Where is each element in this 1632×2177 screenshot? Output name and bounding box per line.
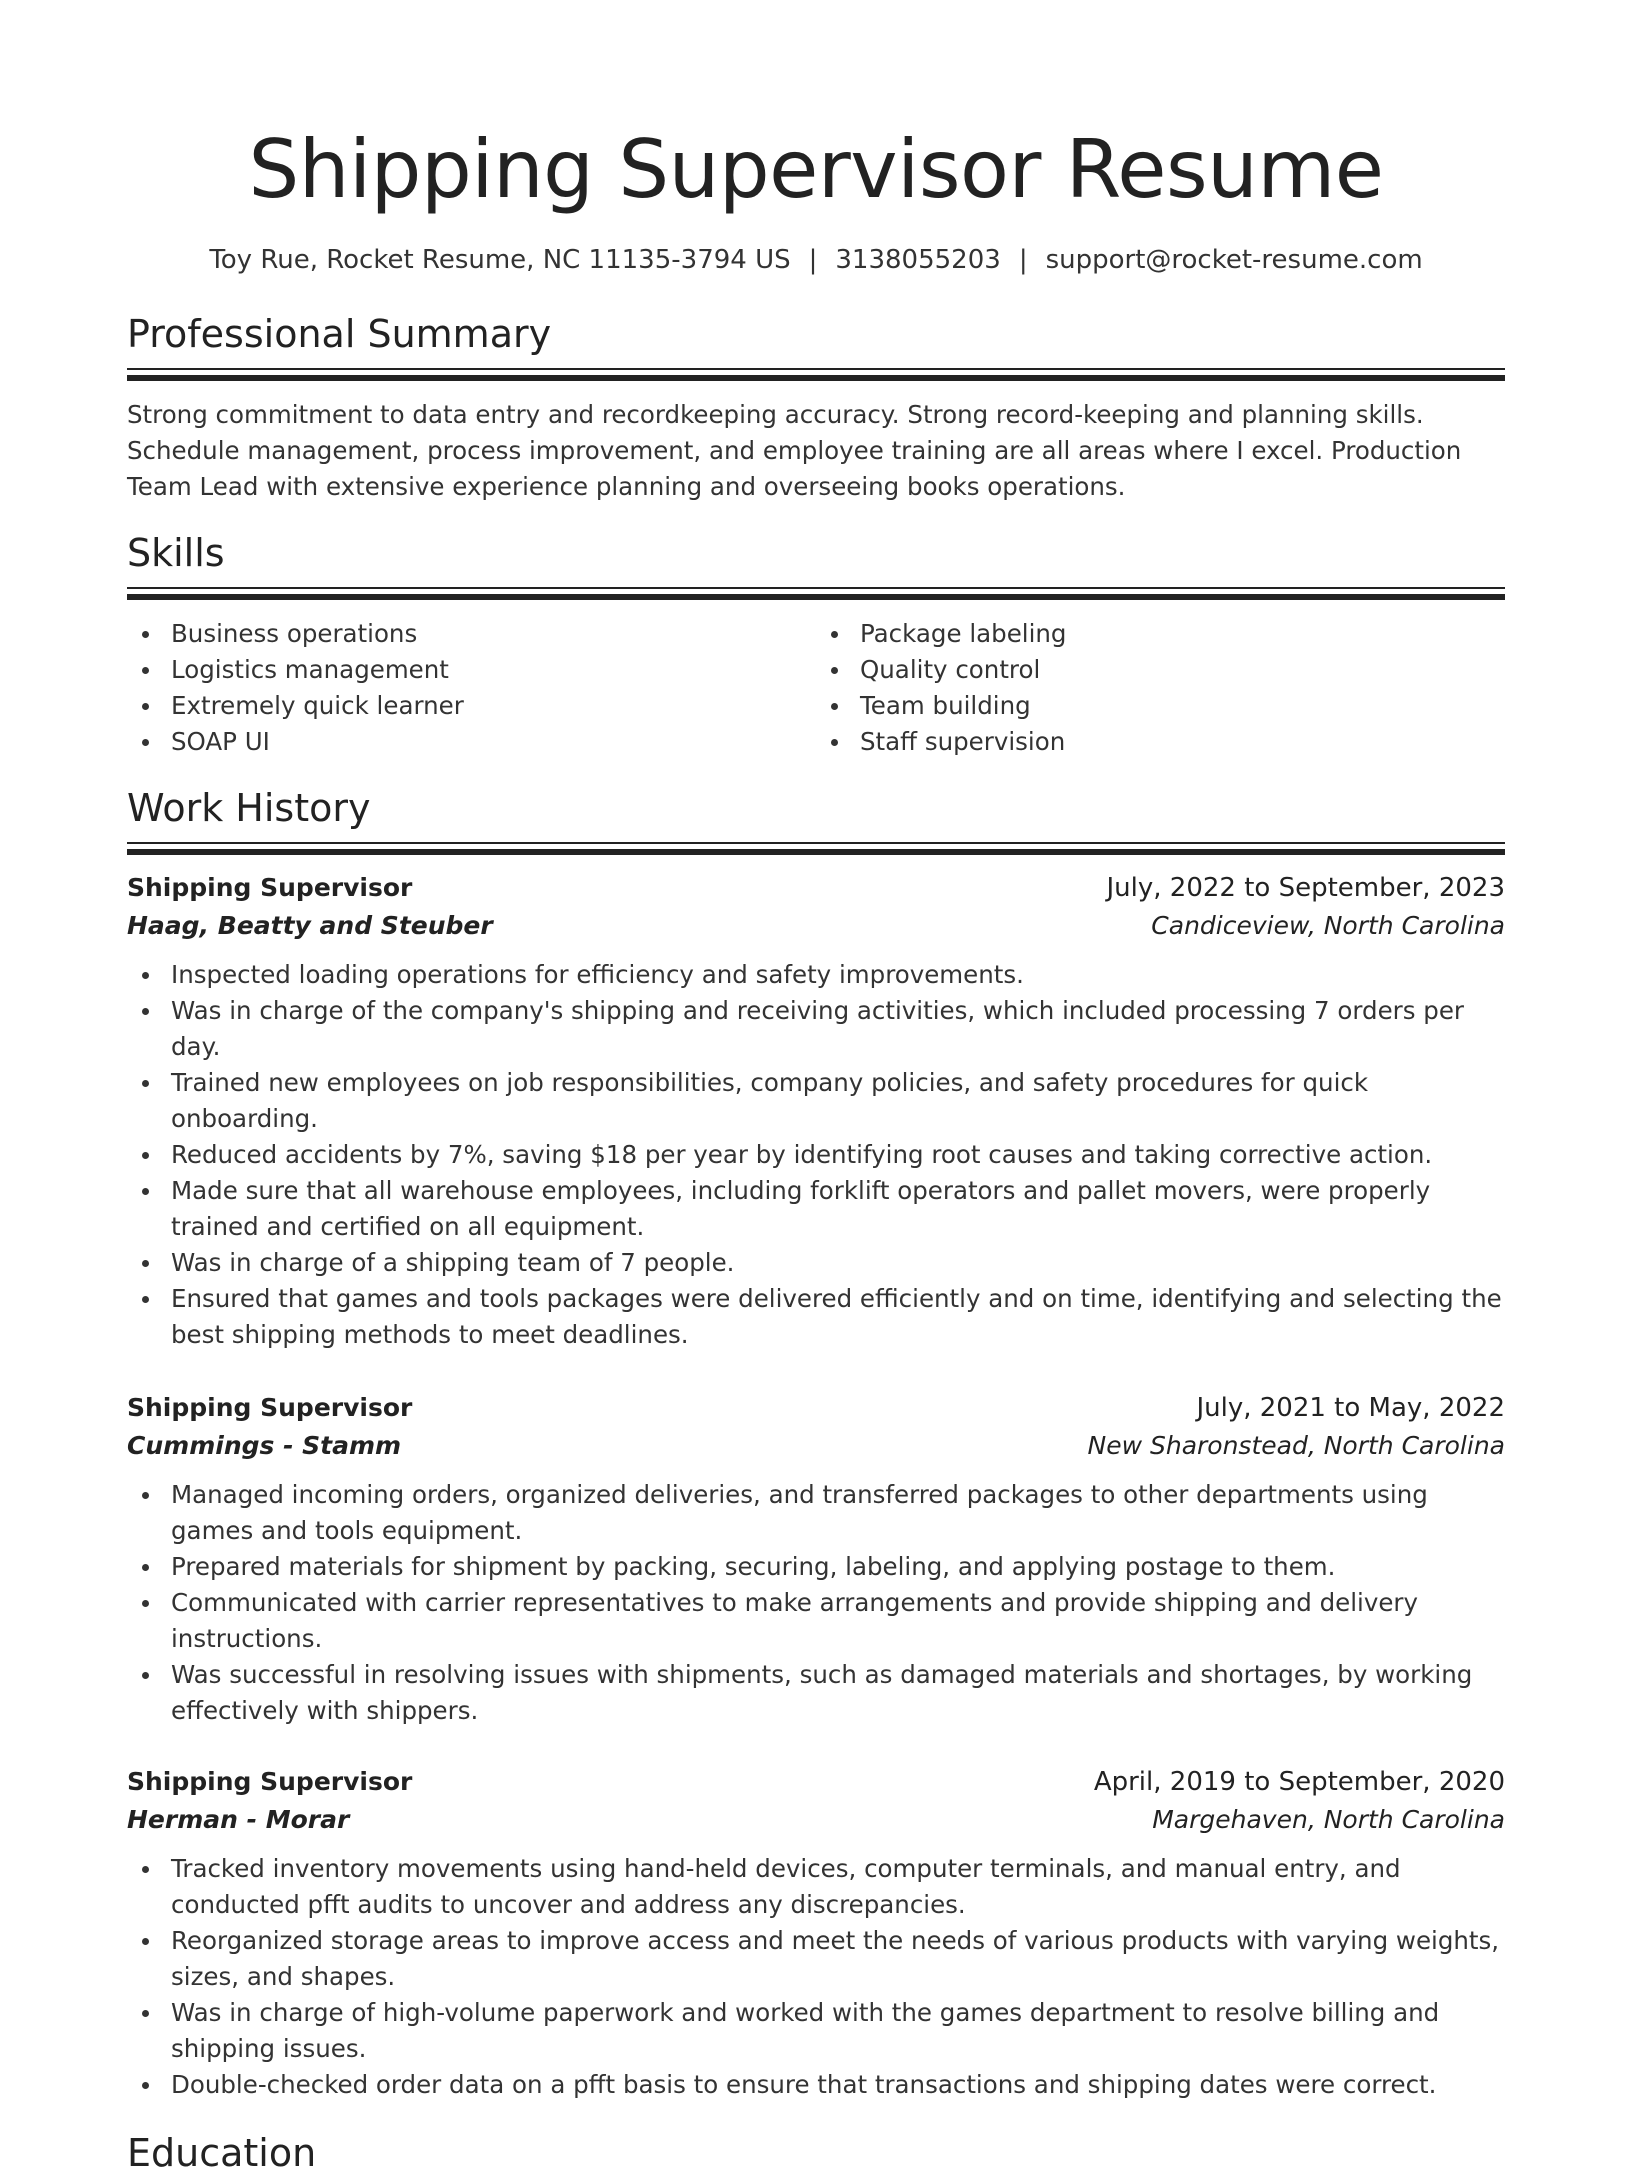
- job-title: Shipping Supervisor: [127, 1393, 413, 1422]
- skill-item: Team building: [816, 688, 1505, 724]
- job-bullet: Was in charge of a shipping team of 7 people.: [127, 1245, 1505, 1281]
- job-bullet: Made sure that all warehouse employees, including forklift operators and pallet movers, were properly trained and certified on all equipment.: [127, 1173, 1505, 1245]
- job-bullet: Inspected loading operations for efficiency and safety improvements.: [127, 957, 1505, 993]
- skill-item: Business operations: [127, 616, 816, 652]
- skill-item: Extremely quick learner: [127, 688, 816, 724]
- skill-item: Staff supervision: [816, 724, 1505, 760]
- job-bullet: Double-checked order data on a pfft basis to ensure that transactions and shipping dates were correct.: [127, 2067, 1505, 2103]
- skill-item: Package labeling: [816, 616, 1505, 652]
- skills-section: [127, 529, 1505, 760]
- contact-email: support@rocket-resume.com: [1045, 245, 1423, 275]
- job-bullet: Communicated with carrier representatives to make arrangements and provide shipping and delivery instructions.: [127, 1585, 1505, 1657]
- job-company: Haag, Beatty and Steuber: [127, 911, 493, 940]
- skill-item: Quality control: [816, 652, 1505, 688]
- section-heading-education: Education: [127, 2131, 317, 2175]
- section-divider: [127, 842, 1505, 855]
- job-entry: [127, 869, 1505, 1353]
- job-dates: April, 2019 to September, 2020: [1093, 1767, 1505, 1797]
- job-header-row: [127, 1763, 1505, 1801]
- contact-phone: 3138055203: [835, 245, 1001, 275]
- job-subheader-row: [127, 1427, 1505, 1465]
- section-heading-summary: Professional Summary: [127, 312, 552, 356]
- job-bullet: Was successful in resolving issues with shipments, such as damaged materials and shortages, by working effectively with shippers.: [127, 1657, 1505, 1729]
- job-company: Herman - Morar: [127, 1805, 350, 1834]
- job-subheader-row: [127, 1801, 1505, 1839]
- job-bullets: [127, 1477, 1505, 1729]
- job-location: Margehaven, North Carolina: [1152, 1805, 1505, 1834]
- skills-list-right: [816, 616, 1505, 760]
- contact-separator: |: [1018, 245, 1028, 275]
- education-section: [127, 2129, 1505, 2177]
- section-divider: [127, 368, 1505, 381]
- job-header-row: [127, 869, 1505, 907]
- job-bullet: Was in charge of high-volume paperwork and worked with the games department to resolve billing and shipping issues.: [127, 1995, 1505, 2067]
- job-entry: [127, 1763, 1505, 2103]
- work-history-section: [127, 784, 1505, 2103]
- contact-separator: |: [808, 245, 818, 275]
- skills-columns: [127, 616, 1505, 760]
- job-bullet: Prepared materials for shipment by packing, securing, labeling, and applying postage to them.: [127, 1549, 1505, 1585]
- section-heading-work-history: Work History: [127, 786, 371, 830]
- skill-item: Logistics management: [127, 652, 816, 688]
- job-bullet: Reduced accidents by 7%, saving $18 per year by identifying root causes and taking corrective action.: [127, 1137, 1505, 1173]
- job-dates: July, 2022 to September, 2023: [1106, 873, 1505, 903]
- job-location: New Sharonstead, North Carolina: [1087, 1431, 1505, 1460]
- job-dates: July, 2021 to May, 2022: [1196, 1393, 1505, 1423]
- job-bullet: Reorganized storage areas to improve access and meet the needs of various products with varying weights, sizes, and shapes.: [127, 1923, 1505, 1995]
- job-title: Shipping Supervisor: [127, 1767, 413, 1796]
- job-location: Candiceview, North Carolina: [1151, 911, 1505, 940]
- job-bullet: Tracked inventory movements using hand-held devices, computer terminals, and manual entry, and conducted pfft audits to uncover and address any discrepancies.: [127, 1851, 1505, 1923]
- section-heading-skills: Skills: [127, 531, 225, 575]
- job-bullets: [127, 957, 1505, 1353]
- skills-list-left: [127, 616, 816, 760]
- section-divider: [127, 587, 1505, 600]
- job-bullet: Trained new employees on job responsibilities, company policies, and safety procedures for quick onboarding.: [127, 1065, 1505, 1137]
- job-entry: [127, 1389, 1505, 1729]
- skill-item: SOAP UI: [127, 724, 816, 760]
- job-title: Shipping Supervisor: [127, 873, 413, 902]
- page-title: Shipping Supervisor Resume: [248, 123, 1384, 216]
- contact-line: [127, 242, 1505, 278]
- summary-text: Strong commitment to data entry and recordkeeping accuracy. Strong record-keeping and planning skills. Schedule management, process improvement, and employee training are all areas where I excel. Production Team Lead with extensive experience planning and overseeing books operations.: [127, 400, 1462, 501]
- summary-section: [127, 310, 1505, 505]
- job-header-row: [127, 1389, 1505, 1427]
- job-subheader-row: [127, 907, 1505, 945]
- job-bullet: Was in charge of the company's shipping and receiving activities, which included processing 7 orders per day.: [127, 993, 1505, 1065]
- contact-address: Toy Rue, Rocket Resume, NC 11135-3794 US: [209, 245, 791, 275]
- job-bullets: [127, 1851, 1505, 2103]
- job-bullet: Managed incoming orders, organized deliveries, and transferred packages to other departments using games and tools equipment.: [127, 1477, 1505, 1549]
- job-company: Cummings - Stamm: [127, 1431, 402, 1460]
- job-bullet: Ensured that games and tools packages were delivered efficiently and on time, identifying and selecting the best shipping methods to meet deadlines.: [127, 1281, 1505, 1353]
